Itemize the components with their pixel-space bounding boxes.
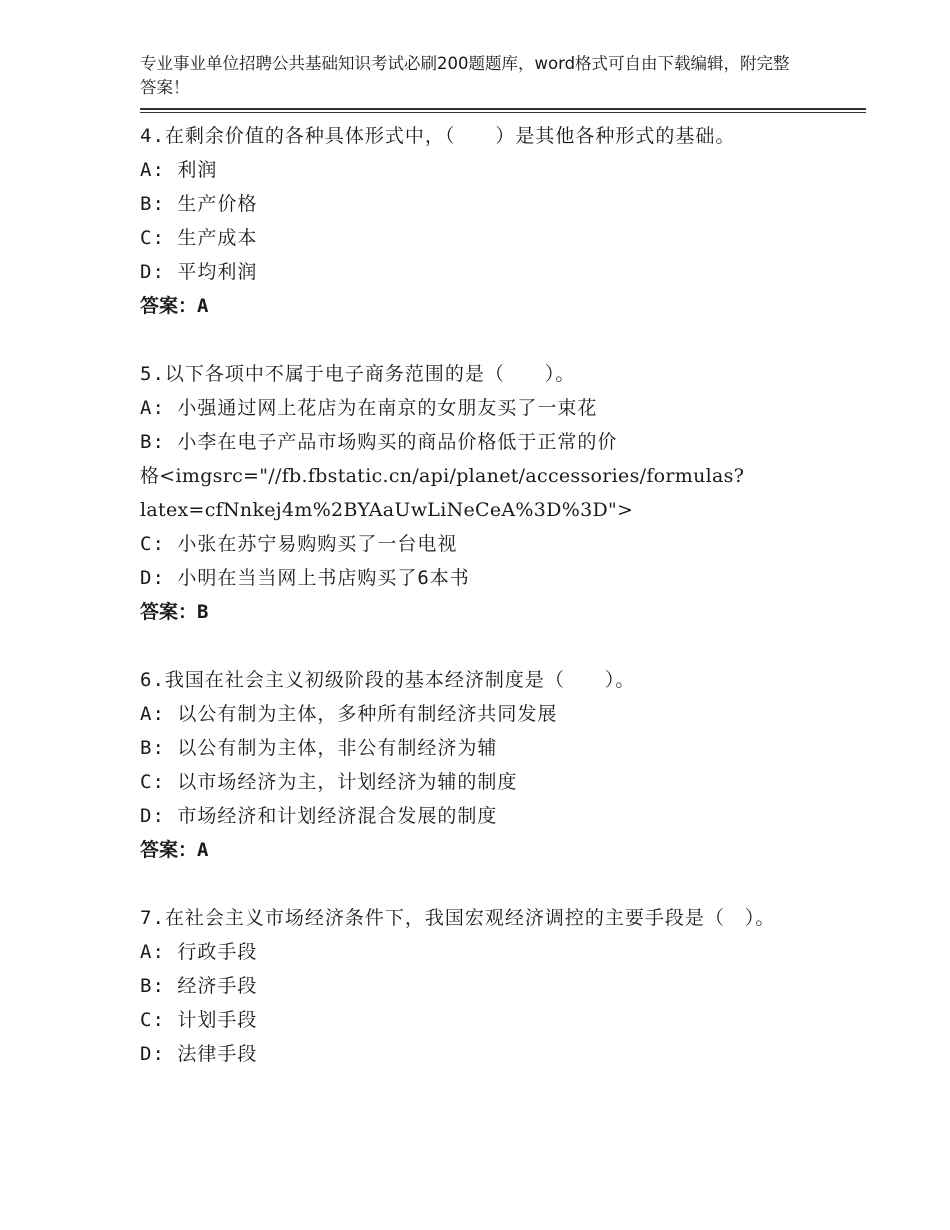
header-rule-thin [140,112,866,113]
option-c: C: 以市场经济为主，计划经济为辅的制度 [140,771,518,793]
question-6 [140,663,866,867]
header-rule [140,108,866,113]
option-d: D: 法律手段 [140,1043,258,1065]
option-b: B: 以公有制为主体，非公有制经济为辅 [140,737,498,759]
answer-value: A [197,295,209,317]
question-4 [140,119,866,323]
question-stem: 7.在社会主义市场经济条件下，我国宏观经济调控的主要手段是（ ）。 [140,907,776,929]
option-d: D: 市场经济和计划经济混合发展的制度 [140,805,498,827]
answer-label: 答案： [140,601,198,623]
question-stem: 6.我国在社会主义初级阶段的基本经济制度是（ ）。 [140,669,636,691]
header-rule-thick [140,108,866,110]
answer-label: 答案： [140,295,198,317]
answer [140,289,866,323]
option-a: A: 以公有制为主体，多种所有制经济共同发展 [140,703,558,725]
question-stem: 4.在剩余价值的各种具体形式中，（ ）是其他各种形式的基础。 [140,125,736,147]
document-page [140,52,866,1105]
option-b-continuation: 格<imgsrc="//fb.fbstatic.cn/api/planet/accessories/formulas? [140,465,745,487]
option-c: C: 小张在苏宁易购购买了一台电视 [140,533,458,555]
option-d: D: 平均利润 [140,261,258,283]
option-a: A: 小强通过网上花店为在南京的女朋友买了一束花 [140,397,598,419]
option-a: A: 行政手段 [140,941,258,963]
question-7 [140,901,866,1071]
answer-value: A [197,839,209,861]
question-5 [140,357,866,629]
question-stem: 5.以下各项中不属于电子商务范围的是（ ）。 [140,363,576,385]
option-c: C: 计划手段 [140,1009,258,1031]
option-b: B: 生产价格 [140,193,258,215]
answer-label: 答案： [140,839,198,861]
answer [140,833,866,867]
option-b-continuation: latex=cfNnkej4m%2BYAaUwLiNeCeA%3D%3D"> [140,499,634,521]
option-a: A: 利润 [140,159,218,181]
option-b: B: 小李在电子产品市场购买的商品价格低于正常的价 [140,431,618,453]
option-c: C: 生产成本 [140,227,258,249]
option-b: B: 经济手段 [140,975,258,997]
document-header: 专业事业单位招聘公共基础知识考试必刷200题题库，word格式可自由下载编辑，附完整答案！ [140,54,790,97]
answer-value: B [197,601,209,623]
option-d: D: 小明在当当网上书店购买了6本书 [140,567,470,589]
answer [140,595,866,629]
